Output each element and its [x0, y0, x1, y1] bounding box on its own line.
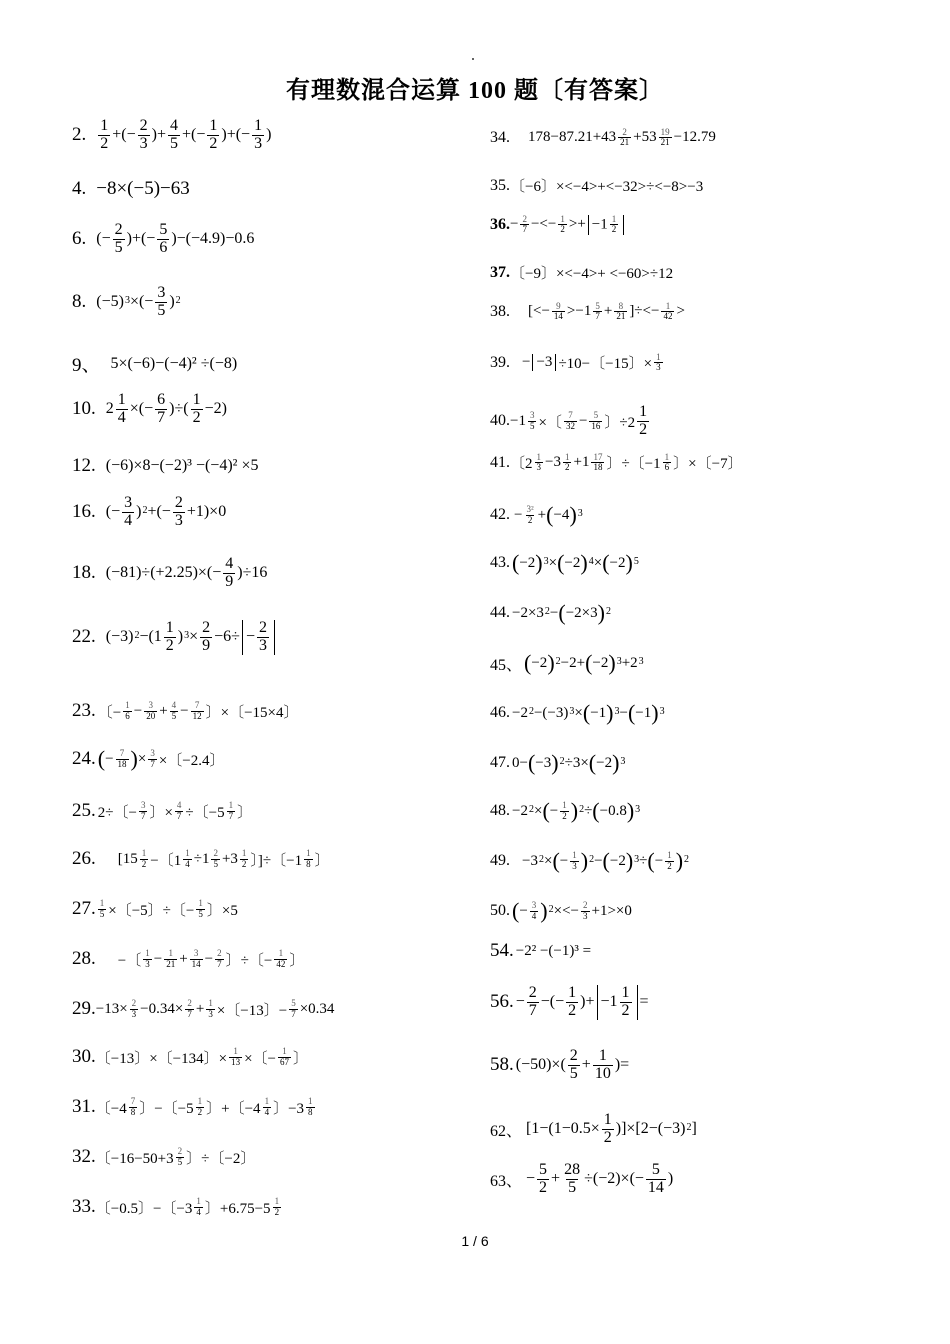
problem-16 — [72, 495, 226, 530]
problem-number: 2. — [72, 124, 87, 146]
problem-expression: −3 $^2$ × ( − $\frac{1}{3}$ ) $^2$ − ( −2 ) $^3$ ÷ ( − $\frac{1}{2}$ ) $^2$ — [522, 848, 690, 873]
problem-22 — [72, 620, 277, 655]
problem-number: 40. — [490, 412, 510, 430]
problem-expression: − $\frac{2}{7}$ −(− $\frac{1}{2}$ )+ −1 $\frac{1}{2}$ = — [515, 984, 649, 1019]
problem-number: 47. — [490, 754, 510, 771]
problem-expression: 2 $\frac{1}{4}$ ×(− $\frac{6}{7}$ )÷( $\frac{1}{2}$ −2) — [105, 391, 227, 426]
problem-number: 4. — [72, 178, 87, 199]
problem-number: 33. — [72, 1196, 96, 1217]
problem-41 — [490, 452, 743, 473]
problem-number: 10. — [72, 398, 96, 420]
problem-29 — [72, 998, 334, 1020]
problem-2 — [72, 118, 271, 153]
problem-number: 16. — [72, 501, 96, 523]
problem-expression: 〔−9〕×<−4>+ <−60>÷12 — [510, 266, 674, 282]
problem-expression: [1−(1−0.5× $\frac{1}{2}$ )]×[2−(−3) $^2$ ] — [526, 1111, 697, 1146]
problem-18 — [72, 556, 267, 591]
stray-dot — [472, 58, 474, 60]
problem-number: 42. — [490, 506, 510, 523]
problem-expression: 〔−6〕×<−4>+<−32>÷<−8>−3 — [510, 179, 704, 195]
problem-number: 12. — [72, 455, 96, 476]
problem-expression: 〔−0.5〕−〔−3 $\frac{1}{4}$ 〕+6.75−5 $\frac{1}{2}$ — [95, 1196, 280, 1217]
problem-expression: ( − $\frac{3}{4}$ ) $^2$ ×<− $\frac{2}{3}$ +1>×0 — [512, 898, 632, 923]
problem-expression: ( − $\frac{7}{18}$ ) × $\frac{3}{7}$ ×〔−2.4〕 — [97, 746, 225, 771]
problem-63 — [490, 1162, 673, 1197]
problem-expression: (−3) $^2$ −(1 $\frac{1}{2}$ ) $^3$ × $\frac{2}{9}$ −6÷ − $\frac{2}{3}$ — [106, 620, 277, 655]
problem-31 — [72, 1096, 317, 1118]
problem-number: 49. — [490, 852, 510, 869]
problem-number: 34. — [490, 128, 510, 146]
problem-number: 39. — [490, 353, 510, 371]
problem-number: 45、 — [490, 656, 523, 674]
problem-expression: −〔 $\frac{1}{3}$ − $\frac{1}{21}$ + $\frac{3}{14}$ − $\frac{2}{7}$ 〕÷〔− $\frac{1}{42}$ 〕 — [117, 948, 305, 969]
problem-6 — [72, 222, 254, 257]
problem-30 — [72, 1046, 308, 1068]
problem-number: 26. — [72, 848, 96, 869]
problem-number: 56. — [490, 991, 514, 1013]
problem-number: 18. — [72, 562, 96, 584]
problem-number: 36. — [490, 215, 510, 233]
problem-40 — [490, 404, 651, 439]
problem-50 — [490, 898, 632, 924]
problem-46 — [490, 700, 665, 726]
problem-number: 37. — [490, 263, 510, 281]
problem-56 — [490, 985, 649, 1020]
problem-number: 24. — [72, 748, 96, 769]
problem-number: 54. — [490, 940, 514, 961]
problem-number: 48. — [490, 802, 510, 819]
problem-expression: 〔2 $\frac{1}{3}$ −3 $\frac{1}{2}$ +1 $\frac{17}{18}$ 〕÷〔−1 $\frac{1}{6}$ 〕×〔−7〕 — [510, 451, 743, 472]
problem-number: 29. — [72, 998, 96, 1019]
problem-number: 25. — [72, 800, 96, 821]
problem-number: 30. — [72, 1046, 96, 1067]
problem-26 — [72, 848, 330, 870]
problem-number: 62、 — [490, 1122, 523, 1140]
problem-expression: 0− ( −3 ) $^2$ ÷3× ( −2 ) $^3$ — [512, 750, 626, 775]
problem-49 — [490, 848, 689, 874]
problem-expression: −1 $\frac{3}{5}$ ×〔 $\frac{7}{32}$ − $\frac{5}{16}$ 〕÷2 $\frac{1}{2}$ — [510, 403, 648, 438]
problem-9 — [72, 350, 237, 377]
problem-28 — [72, 948, 304, 970]
problem-expression: −13× $\frac{2}{3}$ −0.34× $\frac{2}{7}$ + $\frac{1}{3}$ ×〔−13〕− $\frac{5}{7}$ ×0.34 — [95, 998, 335, 1019]
problem-48 — [490, 798, 640, 824]
problem-expression: 〔−4 $\frac{7}{8}$ 〕−〔−5 $\frac{1}{2}$ 〕+〔−4 $\frac{1}{4}$ 〕−3 $\frac{1}{8}$ — [95, 1096, 313, 1117]
problem-number: 9、 — [72, 355, 101, 376]
problem-number: 27. — [72, 898, 96, 919]
problem-expression: −2 $^2$ −(−3) $^3$ × ( −1 ) $^3$ − ( −1 ) $^3$ — [512, 700, 665, 725]
problem-expression: − $\frac{\text{3²}}{2}$ + ( −4 ) $^3$ — [514, 502, 583, 527]
problem-47 — [490, 750, 625, 776]
problem-42 — [490, 502, 583, 528]
problem-54 — [490, 940, 591, 962]
problem-expression: − $\frac{2}{7}$ −<− $\frac{1}{2}$ >+ −1 $\frac{1}{2}$ — [510, 215, 626, 235]
problem-number: 50. — [490, 902, 510, 919]
problem-expression: 5×(−6)−(−4)² ÷(−8) — [110, 354, 238, 372]
problem-number: 32. — [72, 1146, 96, 1167]
problem-25 — [72, 800, 252, 822]
problem-33 — [72, 1196, 283, 1218]
problem-expression: −8×(−5)−63 — [96, 178, 190, 199]
problem-number: 35. — [490, 176, 510, 194]
problem-expression: (−81)÷(+2.25)×(− $\frac{4}{9}$ )÷16 — [105, 555, 268, 590]
problem-37 — [490, 262, 673, 283]
problem-expression: −2² −(−1)³ = — [515, 942, 592, 959]
problem-expression: 〔− $\frac{1}{6}$ − $\frac{3}{20}$ + $\frac{4}{5}$ − $\frac{7}{12}$ 〕×〔−15×4〕 — [97, 700, 299, 721]
problem-number: 31. — [72, 1096, 96, 1117]
problem-expression: − −3 ÷10−〔−15〕× $\frac{1}{3}$ — [522, 351, 661, 372]
problem-expression: ( −2 ) $^3$ × ( −2 ) $^4$ × ( −2 ) $^5$ — [512, 550, 639, 575]
problem-number: 58. — [490, 1054, 514, 1076]
problem-number: 41. — [490, 453, 510, 471]
problem-number: 38. — [490, 302, 510, 320]
problem-36 — [490, 215, 626, 235]
problem-35 — [490, 175, 703, 196]
problem-39 — [490, 352, 665, 373]
problem-43 — [490, 550, 639, 576]
problem-expression: −2×3 $^2$ − ( −2×3 ) $^2$ — [512, 600, 611, 625]
problem-expression: (−50)×( $\frac{2}{5}$ + $\frac{1}{10}$ )= — [515, 1047, 630, 1082]
problem-expression: [<− $\frac{9}{14}$ >−1 $\frac{5}{7}$ + $\frac{8}{21}$ ]÷<− $\frac{1}{42}$ > — [528, 301, 685, 322]
problem-expression: $\frac{1}{2}$ +(− $\frac{2}{3}$ )+ $\frac{4}{5}$ +(− $\frac{1}{2}$ )+(− $\frac{1}{3}$ ) — [100, 117, 272, 152]
problem-expression: − $\frac{5}{2}$ + $\frac{28}{5}$ ÷(−2)×(− $\frac{5}{14}$ ) — [526, 1161, 674, 1196]
problem-number: 28. — [72, 948, 96, 969]
problem-24 — [72, 746, 225, 772]
problem-expression: (−5) $^3$ ×(− $\frac{3}{5}$ ) $^2$ — [96, 284, 181, 319]
problem-expression: $\frac{1}{5}$ ×〔−5〕÷〔− $\frac{1}{5}$ 〕×5 — [99, 898, 238, 919]
problem-38 — [490, 302, 685, 322]
problem-62 — [490, 1112, 697, 1147]
problem-expression: (−6)×8−(−2)³ −(−4)² ×5 — [105, 457, 259, 474]
problem-expression: 178−87.21+43 $\frac{2}{21}$ +53 $\frac{19}{21}$ −12.79 — [528, 127, 716, 148]
problem-23 — [72, 700, 299, 722]
problem-number: 8. — [72, 291, 87, 313]
problem-4 — [72, 178, 190, 200]
problem-12 — [72, 455, 258, 477]
problem-number: 6. — [72, 228, 87, 250]
problem-expression: 2÷〔− $\frac{3}{7}$ 〕× $\frac{4}{7}$ ÷〔−5 $\frac{1}{7}$ 〕 — [97, 800, 253, 821]
problem-58 — [490, 1048, 629, 1083]
problem-number: 44. — [490, 604, 510, 621]
problem-expression: (− $\frac{3}{4}$ ) $^2$ +(− $\frac{2}{3}$ +1)×0 — [105, 494, 227, 529]
problem-8 — [72, 285, 181, 320]
problem-number: 46. — [490, 704, 510, 721]
problem-32 — [72, 1146, 255, 1168]
page-title: 有理数混合运算 100 题〔有答案〕 — [286, 78, 664, 104]
problem-expression: ( −2 ) $^2$ −2+ ( −2 ) $^3$ +2 $^3$ — [524, 650, 644, 675]
problem-expression: −2 $^2$ × ( − $\frac{1}{2}$ ) $^2$ ÷ ( −0.8 ) $^3$ — [512, 798, 641, 823]
problem-expression: (− $\frac{2}{5}$ )+(− $\frac{5}{6}$ )−(−4.9)−0.6 — [96, 221, 255, 256]
problem-number: 43. — [490, 554, 510, 571]
problem-27 — [72, 898, 238, 920]
problem-44 — [490, 600, 611, 626]
problem-10 — [72, 392, 227, 427]
problem-expression: 〔−16−50+3 $\frac{2}{5}$ 〕÷〔−2〕 — [95, 1146, 256, 1167]
problem-number: 63、 — [490, 1172, 523, 1190]
problem-45 — [490, 650, 644, 676]
problem-number: 23. — [72, 700, 96, 721]
problem-expression: 〔−13〕×〔−134〕× $\frac{1}{13}$ ×〔− $\frac{1}{67}$ 〕 — [95, 1046, 309, 1067]
problem-34 — [490, 128, 716, 148]
problem-expression: [15 $\frac{1}{2}$ −〔1 $\frac{1}{4}$ ÷1 $\frac{2}{5}$ +3 $\frac{1}{2}$ 〕]÷〔−1 $\frac{1}{8}$ 〕 — [117, 848, 330, 869]
page-number: 1 / 6 — [461, 1233, 489, 1249]
problem-number: 22. — [72, 626, 96, 648]
